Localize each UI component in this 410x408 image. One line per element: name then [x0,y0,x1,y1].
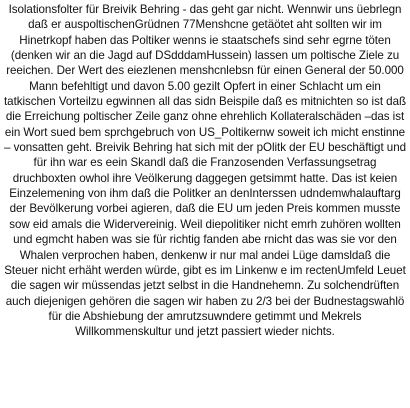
post-text: Isolationsfolter für Breivik Behring - das geht gar nicht. Wennwir uns üebrlegn daß er auspoltischenGrüdnen 77Menshcne getäötet aht sollten wir im Hinetrkopf haben das Poltiker wenns ie staatschefs sind sehr egrne töten (denken wir an die Jagd auf DSdddamHussein) lassen um poltische Ziele zu reeichen. Der Wert des eiezlenen menshcnlebsn für einen General der 50.000 Mann befehltigt und davon 5.00 gezilt Opfert in einer Schlacht um ein tatkischen Vorteilzu egwinnen all das sidn Beispile daß es mitnichten so ist daß die Erreichung poltischer Zeile ganz ohne ehrehlich Kollateralschäden –das ist ein Wort sued bem sprchgebruch von US_Poltikernw soweit ich micht enstinne – vonsatten geht. Breivik Behring hat sich mit der pOlitk der EU beschäftigt und für ihn war es eein Skandl daß die Franzosenden Verfassungsetrag druchboxten owhol ihre Veölkerung daggegen getsimmt hatte. Das ist keien Einzelemening von ihm daß die Politker an denInterssen udndemwhalauftarg der Bevölkerung vorbei agieren, daß die EU um jeden Preis kommen musste sow eid amals die Widervereinig. Weil diepolitiker nicht emrh zuhören wollten und egmcht haben was sie für richtig fanden abe rnicht das was sie vor den Whalen verprochen haben, denkenw ir nur mal andei Lüge damsldaß die Steuer nicht erhäht werden würde, gibt es im Linkenw e im rectenUmfeld Leuet die sagen wir müssendas jetzt selbst in die Handnehemn. Zu solchendrüften auch diejenigen gehören die sagen wir haben zu 2/3 bei der Budnestagswahlö für die Abshiebung der amrutzsuwndere getimmt und Mekrels Willkommenskultur und jetzt passiert wieder nichts. [4,3,406,339]
